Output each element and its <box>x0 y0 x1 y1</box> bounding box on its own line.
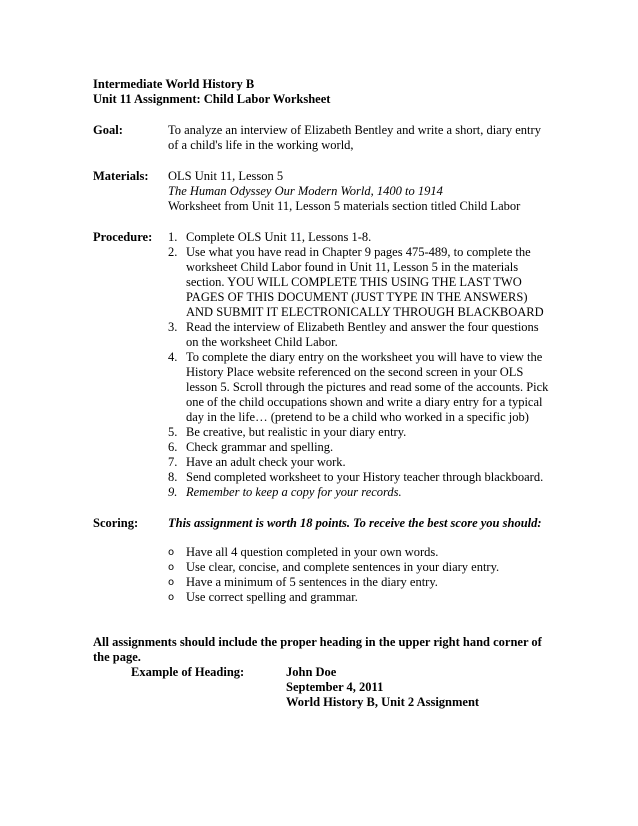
criteria-text: Use correct spelling and grammar. <box>186 590 358 604</box>
materials-item: Worksheet from Unit 11, Lesson 5 materials section titled Child Labor <box>168 199 521 213</box>
criteria-item <box>168 560 553 575</box>
procedure-step <box>168 320 553 350</box>
step-text: Send completed worksheet to your History teacher through blackboard. <box>186 470 544 484</box>
step-number: 9. <box>168 485 178 499</box>
step-text: Complete OLS Unit 11, Lessons 1-8. <box>186 230 372 244</box>
heading-example <box>93 665 553 710</box>
step-number: 4. <box>168 350 178 364</box>
heading-name: John Doe <box>286 665 337 679</box>
step-number: 3. <box>168 320 178 334</box>
worksheet-page <box>93 77 553 710</box>
step-text: Remember to keep a copy for your records. <box>186 485 402 499</box>
assignment-title: Unit 11 Assignment: Child Labor Worksheet <box>93 92 331 106</box>
scoring-section <box>93 516 553 605</box>
materials-item: The Human Odyssey Our Modern World, 1400 to 1914 <box>168 184 443 198</box>
bullet-icon: o <box>168 562 175 573</box>
bullet-icon: o <box>168 547 175 558</box>
step-number: 7. <box>168 455 178 469</box>
step-number: 2. <box>168 245 178 259</box>
criteria-item <box>168 575 553 590</box>
procedure-step <box>168 245 553 320</box>
criteria-item <box>168 545 553 560</box>
heading-note: All assignments should include the proper heading in the upper right hand corner of the page. <box>93 635 542 664</box>
document-title <box>93 77 553 107</box>
step-text: Read the interview of Elizabeth Bentley and answer the four questions on the worksheet Child Labor. <box>186 320 539 349</box>
step-text: Use what you have read in Chapter 9 pages 475-489, to complete the worksheet Child Labor found in Unit 11, Lesson 5 in the materials section. YOU WILL COMPLETE THIS USING THE LAST TWO PAGES OF THIS DOCUMENT (JUST TYPE IN THE ANSWERS) AND SUBMIT IT ELECTRONICALLY THROUGH BLACKBOARD <box>186 245 544 319</box>
goal-label: Goal: <box>93 123 123 137</box>
procedure-step <box>168 350 553 425</box>
scoring-label: Scoring: <box>93 516 139 530</box>
bullet-icon: o <box>168 577 175 588</box>
goal-text: To analyze an interview of Elizabeth Bentley and write a short, diary entry of a child's life in the working world, <box>168 123 541 152</box>
step-text: Check grammar and spelling. <box>186 440 334 454</box>
scoring-intro: This assignment is worth 18 points. To receive the best score you should: <box>168 516 542 530</box>
criteria-text: Have a minimum of 5 sentences in the diary entry. <box>186 575 438 589</box>
materials-item: OLS Unit 11, Lesson 5 <box>168 169 284 183</box>
step-text: Have an adult check your work. <box>186 455 346 469</box>
heading-instructions <box>93 635 553 710</box>
procedure-section <box>93 230 553 500</box>
heading-example-label: Example of Heading: <box>131 665 245 679</box>
procedure-label: Procedure: <box>93 230 153 244</box>
step-number: 5. <box>168 425 178 439</box>
step-number: 1. <box>168 230 178 244</box>
criteria-text: Have all 4 question completed in your own words. <box>186 545 439 559</box>
scoring-criteria <box>168 545 553 605</box>
procedure-list <box>168 230 553 500</box>
criteria-text: Use clear, concise, and complete sentences in your diary entry. <box>186 560 500 574</box>
step-number: 6. <box>168 440 178 454</box>
heading-date: September 4, 2011 <box>286 680 384 694</box>
step-text: To complete the diary entry on the worksheet you will have to view the History Place website referenced on the second screen in your OLS lesson 5. Scroll through the pictures and read some of the accounts. Pick one of the child occupations shown and write a diary entry for a typical day in the life… (pretend to be a child who worked in a specific job) <box>186 350 549 424</box>
procedure-step <box>168 230 553 245</box>
criteria-item <box>168 590 553 605</box>
procedure-step <box>168 440 553 455</box>
procedure-step <box>168 425 553 440</box>
materials-label: Materials: <box>93 169 149 183</box>
course-title: Intermediate World History B <box>93 77 255 91</box>
procedure-step <box>168 470 553 485</box>
goal-section <box>93 123 553 153</box>
step-number: 8. <box>168 470 178 484</box>
procedure-step <box>168 455 553 470</box>
bullet-icon: o <box>168 592 175 603</box>
procedure-step <box>168 485 553 500</box>
materials-section <box>93 169 553 214</box>
step-text: Be creative, but realistic in your diary entry. <box>186 425 407 439</box>
heading-course: World History B, Unit 2 Assignment <box>286 695 480 709</box>
